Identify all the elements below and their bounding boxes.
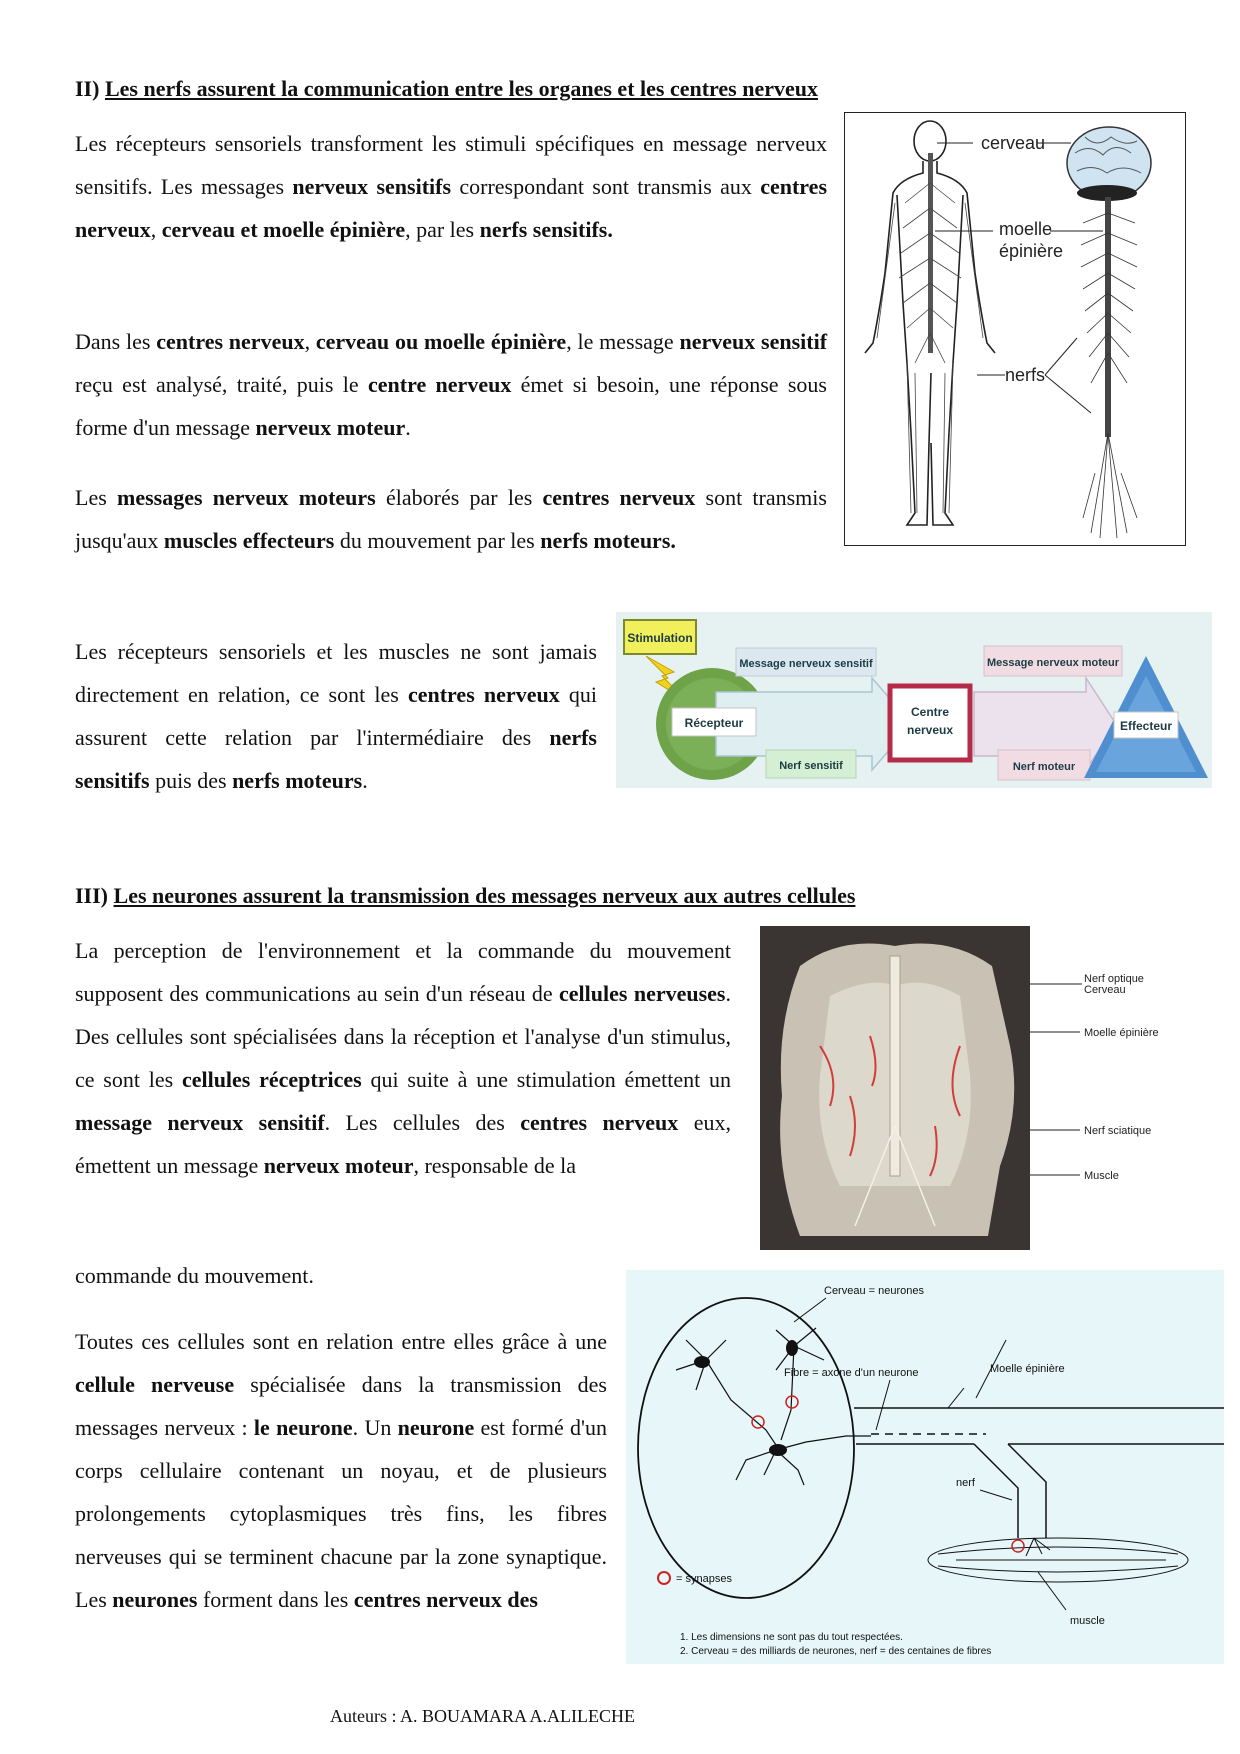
text-run: reçu est analysé, traité, puis le	[75, 372, 368, 397]
text-run: Dans les	[75, 329, 157, 354]
text-run: sont transmis jusqu'aux	[75, 485, 827, 553]
text-run: forment dans les	[197, 1587, 354, 1612]
bold-term: centres nerveux	[542, 485, 696, 510]
bold-term: muscles effecteurs	[163, 528, 335, 553]
paragraph-end: commande du mouvement.	[75, 1263, 314, 1288]
text-run: La perception de l'environnement et la commande du mouvement supposent des communications au sein d'un réseau de	[75, 938, 731, 1006]
bold-term: cerveau et moelle épinière	[161, 217, 406, 242]
text-run: Toutes ces cellules sont en relation entre elles grâce à une	[75, 1329, 607, 1354]
label-sciatique: Nerf sciatique	[1084, 1125, 1152, 1137]
label-moelle-epiniere: Moelle épinière	[990, 1363, 1065, 1375]
bold-term: centres nerveux des	[353, 1587, 538, 1612]
text-run: .	[405, 415, 411, 440]
nerf-moteur-label: Nerf moteur	[1012, 761, 1076, 773]
text-run: . Les cellules des	[324, 1110, 521, 1135]
text-run: ,	[304, 329, 316, 354]
neuron-diagram	[626, 1270, 1224, 1664]
bold-term: nerveux moteur	[263, 1153, 414, 1178]
bold-term: nerfs moteurs.	[540, 528, 676, 553]
label-muscle: muscle	[1070, 1615, 1105, 1627]
nerveux-label: nerveux	[906, 723, 954, 737]
label-muscle: Muscle	[1084, 1170, 1119, 1182]
label-cerveau: cerveau	[981, 133, 1046, 153]
bold-term: message nerveux sensitif	[75, 1110, 325, 1135]
text-run: du mouvement par les	[334, 528, 541, 553]
body-illustration	[845, 113, 1185, 545]
text-run: . Un	[352, 1415, 398, 1440]
label-nerfs: nerfs	[1005, 365, 1046, 385]
bold-term: cellule nerveuse	[75, 1372, 235, 1397]
text-run: qui assurent cette relation par l'intermédiaire des	[75, 682, 597, 750]
bold-term: cerveau ou moelle épinière	[315, 329, 567, 354]
label-moelle: Moelle épinière	[1084, 1027, 1159, 1039]
frog-dissection-photo	[760, 926, 1030, 1250]
bold-term: centre nerveux	[368, 372, 512, 397]
nerf-sensitif-label: Nerf sensitif	[779, 760, 843, 772]
bold-term: nerfs sensitifs.	[479, 217, 613, 242]
paragraph	[75, 476, 827, 562]
label-cerveau: Cerveau	[1084, 984, 1126, 996]
bold-term: nerveux sensitif	[679, 329, 828, 354]
paragraph	[75, 1320, 607, 1621]
footer-authors: Auteurs : A. BOUAMARA A.ALILECHE	[330, 1706, 635, 1726]
bold-term: nerveux sensitifs	[292, 174, 452, 199]
bold-term: cellules réceptrices	[181, 1067, 362, 1092]
text-run: est formé d'un corps cellulaire contenant un noyau, et de plusieurs prolongements cytoplasmiques très fins, les fibres nerveuses qui se terminent chacune par la zone synaptique. Les	[75, 1415, 608, 1612]
bold-term: nerfs sensitifs	[75, 725, 597, 793]
bold-term: neurones	[112, 1587, 198, 1612]
paragraph	[75, 630, 597, 802]
neuron-svg	[626, 1270, 1224, 1664]
text-run: Les récepteurs sensoriels et les muscles ne sont jamais directement en relation, ce sont les	[75, 639, 597, 707]
text-run: , par les	[405, 217, 480, 242]
section-3-heading	[75, 883, 855, 909]
bold-term: centres nerveux	[520, 1110, 679, 1135]
bold-term: messages nerveux moteurs	[117, 485, 376, 510]
section-2-heading	[75, 76, 818, 102]
text-run: correspondant sont transmis aux	[451, 174, 761, 199]
text-run: . Des cellules sont spécialisées dans la réception et l'analyse d'un stimulus, ce sont les	[75, 981, 731, 1092]
nervous-system-figure	[844, 112, 1186, 546]
frog-svg	[760, 926, 1030, 1250]
message-sensitif-label: Message nerveux sensitif	[739, 658, 873, 670]
section-number: II)	[75, 76, 100, 101]
text-run: émet si besoin, une réponse sous forme d'un message	[75, 372, 827, 440]
section-title: Les nerfs assurent la communication entre les organes et les centres nerveux	[104, 76, 819, 101]
nerve-flow-diagram	[616, 612, 1212, 788]
stimulation-label: Stimulation	[627, 631, 693, 645]
text-run: qui suite à une stimulation émettent un	[361, 1067, 731, 1092]
bold-term: centres nerveux	[156, 329, 305, 354]
message-moteur-label: Message nerveux moteur	[986, 657, 1120, 669]
label-nerf: nerf	[956, 1477, 975, 1489]
text-run: spécialisée dans la transmission des messages nerveux :	[75, 1372, 607, 1440]
recepteur-label: Récepteur	[684, 716, 744, 730]
text-run: , le message	[566, 329, 680, 354]
note-1: 1. Les dimensions ne sont pas du tout respectées.	[680, 1632, 903, 1643]
bold-term: centres nerveux	[407, 682, 560, 707]
bold-term: le neurone	[253, 1415, 353, 1440]
label-moelle: moelle	[999, 219, 1053, 239]
label-cerveau-neurones: Cerveau = neurones	[824, 1285, 924, 1297]
label-fibre: Fibre = axone d'un neurone	[784, 1367, 919, 1379]
bold-term: nerveux moteur	[255, 415, 406, 440]
text-run: , responsable de la	[413, 1153, 576, 1178]
bold-term: neurone	[397, 1415, 475, 1440]
text-run: Les	[75, 485, 117, 510]
note-2: 2. Cerveau = des milliards de neurones, nerf = des centaines de fibres	[680, 1646, 992, 1657]
centre-label: Centre	[910, 705, 950, 719]
label-synapses: = synapses	[676, 1573, 732, 1585]
bold-term: nerfs moteurs	[232, 768, 363, 793]
text-run: ,	[150, 217, 162, 242]
paragraph	[75, 320, 827, 449]
paragraph	[75, 929, 731, 1187]
text-run: Les récepteurs sensoriels transforment les stimuli spécifiques en message nerveux sensitifs. Les messages	[75, 131, 827, 199]
flow-svg	[616, 612, 1212, 788]
text-run: puis des	[149, 768, 233, 793]
section-number: III)	[75, 883, 109, 908]
text-run: eux, émettent un message	[75, 1110, 731, 1178]
section-title: Les neurones assurent la transmission des messages nerveux aux autres cellules	[113, 883, 856, 908]
effecteur-label: Effecteur	[1119, 719, 1173, 733]
text-run: .	[362, 768, 368, 793]
frog-labels	[1030, 970, 1210, 1190]
text-run: élaborés par les	[375, 485, 543, 510]
bold-term: cellules nerveuses	[559, 981, 726, 1006]
paragraph	[75, 122, 827, 251]
label-nerf-optique: Nerf optique	[1084, 973, 1144, 985]
bold-term: centres nerveux	[75, 174, 828, 242]
label-epiniere: épinière	[999, 241, 1064, 261]
